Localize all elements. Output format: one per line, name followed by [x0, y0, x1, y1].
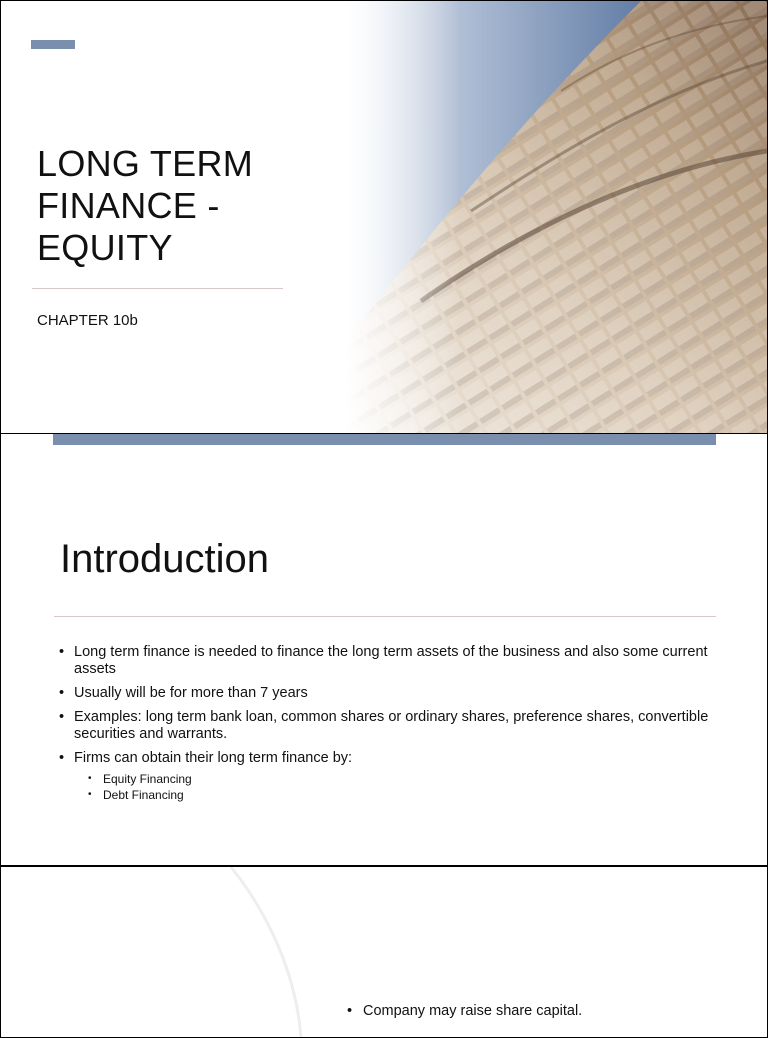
slide-heading: Introduction — [60, 537, 270, 581]
bullet-list — [59, 644, 709, 810]
bullet-item — [59, 750, 709, 803]
bullet-text: Firms can obtain their long term finance by: — [74, 750, 353, 766]
accent-bar — [31, 40, 75, 49]
bullet-item: • Long term finance is needed to finance the long term assets of the business and also some current assets — [59, 644, 709, 678]
title-line: LONG TERM — [37, 143, 254, 184]
bullet-item: • Examples: long term bank loan, common shares or ordinary shares, preference shares, convertible securities and warrants. — [59, 709, 709, 743]
chapter-subtitle: CHAPTER 10b — [37, 312, 138, 329]
title-line: EQUITY — [37, 227, 173, 268]
header-band — [53, 434, 716, 445]
bullet-item: • Usually will be for more than 7 years — [59, 685, 709, 702]
sub-bullet-list — [88, 771, 709, 803]
sub-bullet-item: • Equity Financing — [88, 771, 709, 787]
sub-bullet-item: • Debt Financing — [88, 787, 709, 803]
title-line: FINANCE - — [37, 185, 220, 226]
title-slide — [0, 0, 768, 434]
slide-title — [37, 143, 297, 269]
share-capital-slide — [0, 866, 768, 1038]
heading-divider — [54, 616, 716, 617]
bullet-item: • Company may raise share capital. — [347, 1003, 582, 1019]
title-divider — [32, 288, 283, 289]
introduction-slide — [0, 433, 768, 866]
